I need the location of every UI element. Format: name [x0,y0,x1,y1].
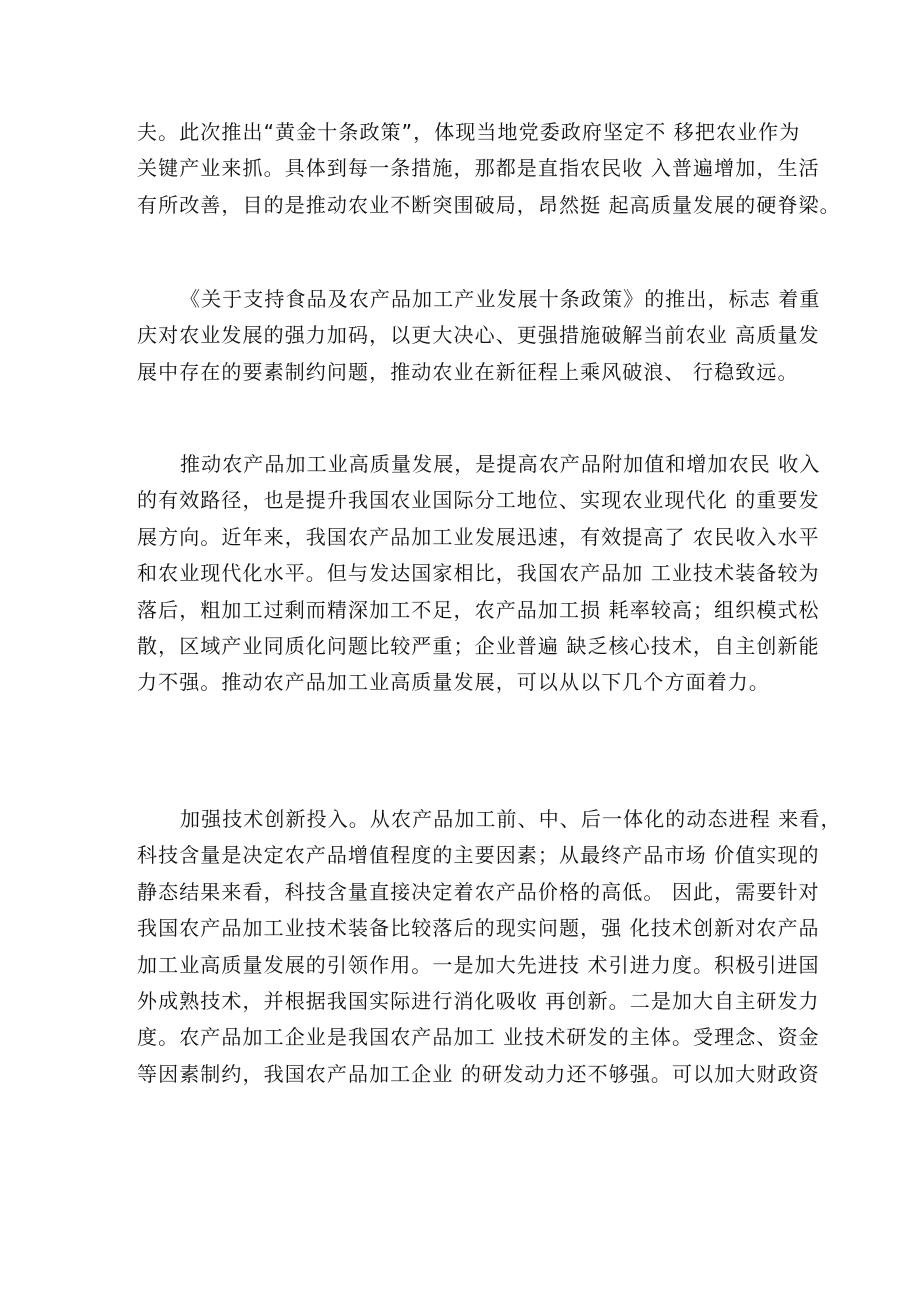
text-line: 度。农产品加工企业是我国农产品加工 业技术研发的主体。受理念、资金 [137,1025,820,1050]
text-line: 我国农产品加工业技术装备比较落后的现实问题，强 化技术创新对农产品 [137,916,820,941]
paragraph-4 [137,801,842,1092]
text-line: 的有效路径，也是提升我国农业国际分工地位、实现农业现代化 的重要发 [137,488,820,513]
text-line: 等因素制约，我国农产品加工企业 的研发动力还不够强。可以加大财政资 [137,1061,820,1086]
text-line: 散，区域产业同质化问题比较严重；企业普遍 缺乏核心技术，自主创新能 [137,633,820,658]
text-line: 力不强。推动农产品加工业高质量发展，可以从以下几个方面着力。 [137,670,770,695]
text-line: 静态结果来看，科技含量直接决定着农产品价格的高低。 因此，需要针对 [137,879,820,904]
text-line: 外成熟技术，并根据我国实际进行消化吸收 再创新。二是加大自主研发力 [137,988,820,1013]
text-line: 科技含量是决定农产品增值程度的主要因素；从最终产品市场 价值实现的 [137,843,820,868]
text-line: 展方向。近年来，我国农产品加工业发展迅速，有效提高了 农民收入水平 [137,524,820,549]
text-line: 有所改善，目的是推动农业不断突围破局，昂然挺 起高质量发展的硬脊梁。 [137,192,841,217]
text-line: 夫。此次推出“黄金十条政策”，体现当地党委政府坚定不 移把农业作为 [137,120,801,144]
paragraph-1 [137,114,841,223]
text-line: 推动农产品加工业高质量发展，是提高农产品附加值和增加农民 收入 [180,452,821,476]
text-line: 庆对农业发展的强力加码，以更大决心、更强措施破解当前农业 高质量发 [137,323,820,348]
text-line: 加强技术创新投入。从农产品加工前、中、后一体化的动态进程 来看， [180,807,842,831]
text-line: 展中存在的要素制约问题，推动农业在新征程上乘风破浪、 行稳致远。 [137,359,799,384]
text-line: 和农业现代化水平。但与发达国家相比，我国农产品加 工业技术装备较为 [137,561,820,586]
paragraph-3 [137,446,821,701]
paragraph-2 [137,281,821,390]
text-line: 关键产业来抓。具体到每一条措施，那都是直指农民收 入普遍增加，生活 [137,156,820,181]
text-line: 加工业高质量发展的引领作用。一是加大先进技 术引进力度。积极引进国 [137,952,820,977]
text-line: 《关于支持食品及农产品加工产业发展十条政策》的推出，标志 着重 [180,287,821,311]
text-line: 落后，粗加工过剩而精深加工不足，农产品加工损 耗率较高；组织模式松 [137,597,820,622]
